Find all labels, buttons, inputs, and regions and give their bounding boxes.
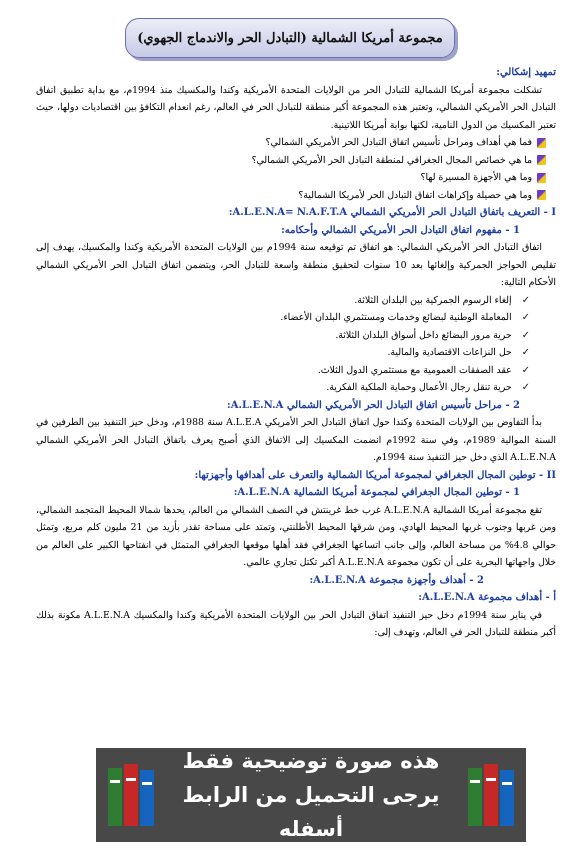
books-icon xyxy=(464,760,518,830)
intro-paragraph: تشكلت مجموعة أمريكا الشمالية للتبادل الحر من الولايات المتحدة الأمريكية وكندا والمكسيك منذ 1994م، مع بداية تطبيق اتفاق التبادل الحر الأمريكي الشمالي، وتعتبر هذه المجموعة أكبر منطقة للتبادل الحر في العالم، رغم انعدام التكافؤ بين اقتصاديات دولها، حيث تعتبر المكسيك من الدول النامية، لكنها بوابة أمريكا اللاتينية. xyxy=(36,84,556,131)
question-item: وما هي حصيلة وإكراهات اتفاق التبادل الحر لأمريكا الشمالية؟ xyxy=(36,187,546,205)
list-item: ✓ حل النزاعات الاقتصادية والمالية. xyxy=(36,344,546,362)
check-icon: ✓ xyxy=(521,364,530,376)
check-icon: ✓ xyxy=(521,382,530,393)
provisions-list xyxy=(36,292,556,397)
check-icon: ✓ xyxy=(521,329,530,341)
list-item: ✓ عقد الصفقات العمومية مع مستثمري الدول الثلاث. xyxy=(36,362,546,380)
book-icon xyxy=(537,138,546,148)
question-item: فما هي أهداف ومراحل تأسيس اتفاق التبادل الحر الأمريكي الشمالي؟ xyxy=(36,134,546,152)
question-item: وما هي الأجهزة المسيرة لها؟ xyxy=(36,169,546,187)
paragraph: في يناير سنة 1994م دخل حيز التنفيذ اتفاق التبادل الحر بين الولايات المتحدة الأمريكية وكندا والمكسيك A.L.E.N.A مكونة بذلك أكبر منطقة للتبادل الحر في العالم، وتهدف إلى: xyxy=(36,609,556,638)
section-heading: II - توطين المجال الجغرافي لمجموعة أمريكا الشمالية والتعرف على أهدافها وأجهزتها: xyxy=(194,469,556,481)
subsection-heading: 2 - أهداف وأجهزة مجموعة A.L.E.N.A: xyxy=(309,574,484,586)
subsubsection-heading: أ - أهداف مجموعة A.L.E.N.A: xyxy=(418,592,556,603)
check-icon: ✓ xyxy=(521,312,530,323)
question-list xyxy=(36,134,556,204)
paragraph: اتفاق التبادل الحر الأمريكي الشمالي: هو اتفاق تم توقيعه سنة 1994م بين الولايات المتحدة الأمريكية وكندا والمكسيك، يهدف إلى تقليص الحواجز الجمركية وإلغائها بعد 10 سنوات لتحقيق منطقة واسعة للتبادل الحر، ويتضمن اتفاق التبادل الحر الأمريكي الشمالي الأحكام التالية: xyxy=(36,242,556,288)
watermark-banner xyxy=(96,748,526,842)
check-icon: ✓ xyxy=(521,294,530,306)
list-item: ✓ المعاملة الوطنية لبضائع وخدمات ومستثمري البلدان الأعضاء. xyxy=(36,309,546,327)
subsection-heading: 1 - توطين المجال الجغرافي لمجموعة أمريكا الشمالية A.L.E.N.A: xyxy=(233,487,520,498)
book-icon xyxy=(537,190,546,200)
page-title: مجموعة أمريكا الشمالية (التبادل الحر والاندماج الجهوي) xyxy=(125,18,455,58)
section-heading: I - التعريف باتفاق التبادل الحر الأمريكي الشمالي A.L.E.N.A= N.A.F.T.A: xyxy=(228,207,556,218)
intro-heading: تمهيد إشكالي: xyxy=(496,67,556,78)
list-item: ✓ حرية تنقل رجال الأعمال وحماية الملكية الفكرية. xyxy=(36,379,546,397)
document-body xyxy=(36,64,556,642)
subsection-heading: 2 - مراحل تأسيس اتفاق التبادل الحر الأمريكي الشمالي A.L.E.N.A: xyxy=(227,399,520,411)
book-icon xyxy=(537,155,546,165)
watermark-text: هذه صورة توضيحية فقط يرجى التحميل من الرابط أسفله xyxy=(182,749,440,841)
books-icon xyxy=(104,760,158,830)
check-icon: ✓ xyxy=(521,347,530,358)
paragraph: بدأ التفاوض بين الولايات المتحدة وكندا حول اتفاق التبادل الحر الأمريكي A.L.E.A سنة 1988م، ودخل حيز التنفيذ بين الطرفين في السنة الموالية 1989م، وفي سنة 1992م انضمت المكسيك إلى الاتفاق الذي أصبح يعرف باتفاق التبادل الحر الأمريكي الشمالي A.L.E.N.A الذي دخل حيز التنفيذ سنة 1994م. xyxy=(36,417,556,463)
paragraph: تقع مجموعة أمريكا الشمالية A.L.E.N.A غرب خط غرينتش في النصف الشمالي من العالم، يحدها شمالا المحيط المتجمد الشمالي، ومن غربها وجنوب غربها المحيط الهادي، ومن شرقها المحيط الأطلنتي، وتمتد على مساحة تقدر بأزيد من 21 مليون كلم مربع، وتمثل حوالي 4.8% من مساحة العالم، وإلى جانب اتساعها الجغرافي فقد أهلها موقعها الجغرافي المتمثل في انفتاحها الكبير على العالم من خلال واجهاتها البحرية على أن تكون مجموعة A.L.E.N.A أكبر تكتل تجاري عالمي. xyxy=(36,504,557,568)
subsection-heading: 1 - مفهوم اتفاق التبادل الحر الأمريكي الشمالي وأحكامه: xyxy=(281,224,520,236)
list-item: ✓ حرية مرور البضائع داخل أسواق البلدان الثلاثة. xyxy=(36,327,546,345)
question-item: ما هي خصائص المجال الجغرافي لمنطقة التبادل الحر الأمريكي الشمالي؟ xyxy=(36,152,546,170)
list-item: ✓ إلغاء الرسوم الجمركية بين البلدان الثلاثة. xyxy=(36,292,546,310)
book-icon xyxy=(537,173,546,183)
